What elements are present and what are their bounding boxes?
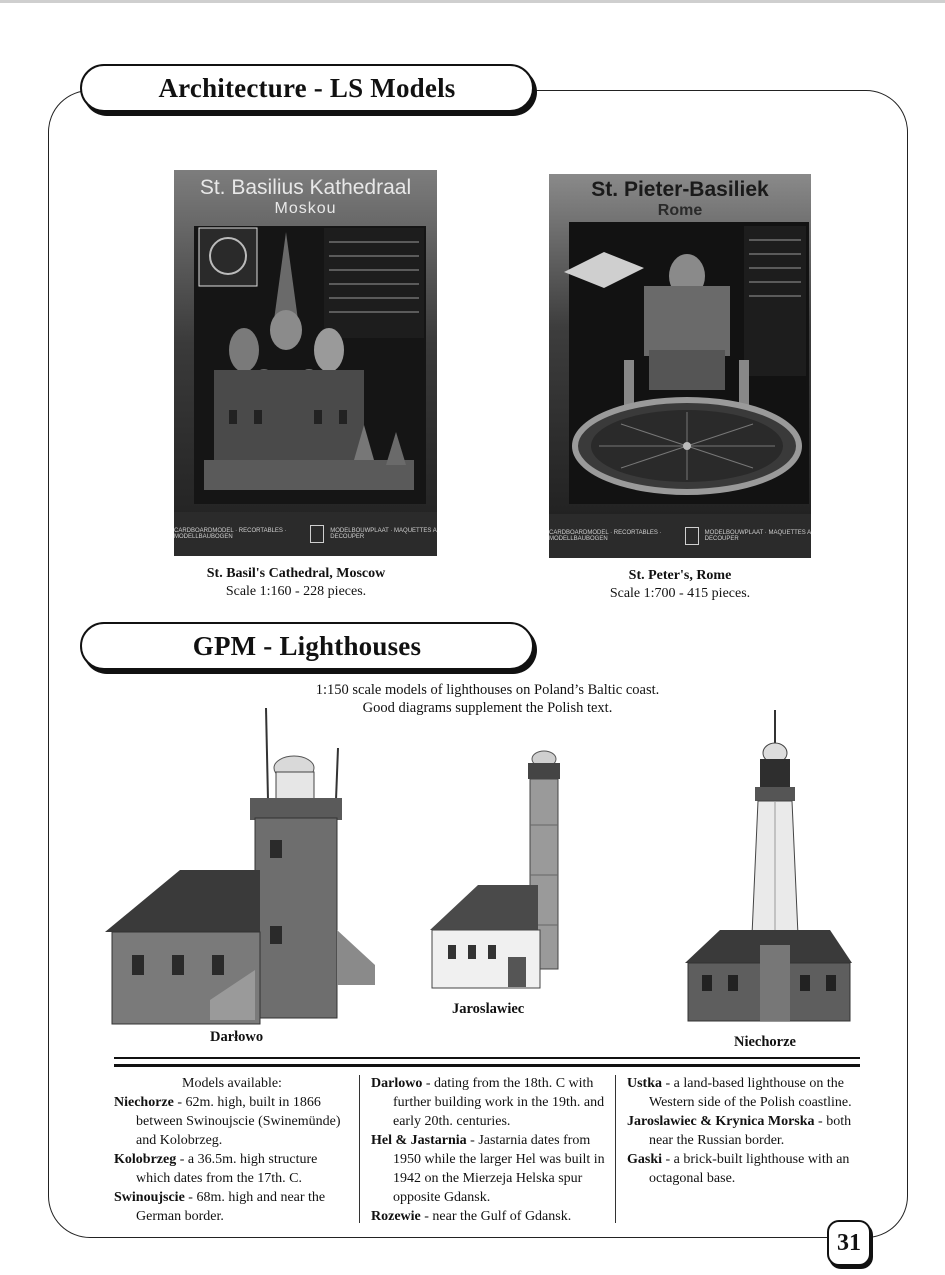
- darlowo-lighthouse-model: [100, 700, 390, 1030]
- list-item-name: Rozewie: [371, 1209, 421, 1224]
- architecture-section-title: Architecture - LS Models: [80, 64, 534, 112]
- list-item-name: Gaski: [627, 1152, 663, 1167]
- st-basil-scale: Scale 1:160 - 228 pieces.: [225, 584, 367, 599]
- jaroslawiec-lighthouse-model: [420, 745, 570, 995]
- list-item-name: Hel & Jastarnia: [371, 1133, 467, 1148]
- models-list-column-3: [627, 1074, 863, 1188]
- darlowo-label: Darłowo: [210, 1029, 264, 1045]
- column-separator: [359, 1075, 360, 1223]
- list-item-text: - Jastarnia dates from 1950 while the larger Hel was built in 1942 on the Mierzeja Helska spur opposite Gdansk.: [393, 1133, 605, 1205]
- st-peter-cover-footer: CARDBOARDMODEL · RECORTABLES · MODELLBAUBOGEN MODELBOUWPLAAT · MAQUETTES A DECOUPER: [549, 514, 811, 558]
- lighthouses-section-title: GPM - Lighthouses: [80, 622, 534, 670]
- divider-rule-top: [114, 1057, 860, 1059]
- list-item-text: - 62m. high, built in 1866 between Swinoujscie (Swinemünde) and Kolobrzeg.: [136, 1095, 341, 1148]
- list-item: [627, 1112, 863, 1150]
- models-list-column-1: [114, 1074, 350, 1226]
- list-item-text: - 68m. high and near the German border.: [136, 1190, 326, 1224]
- list-item: [371, 1207, 611, 1226]
- st-peter-basilica-illustration: [549, 174, 811, 558]
- list-item-name: Swinoujscie: [114, 1190, 185, 1205]
- st-peter-cover-title: St. Pieter-Basiliek: [591, 178, 769, 201]
- st-peter-scale: Scale 1:700 - 415 pieces.: [609, 586, 751, 601]
- list-item: [114, 1188, 350, 1226]
- list-item: [627, 1150, 863, 1188]
- intro-line-2: Good diagrams supplement the Polish text.: [362, 700, 613, 716]
- column-separator: [615, 1075, 616, 1223]
- list-item: [114, 1093, 350, 1150]
- page-number: 31: [827, 1220, 871, 1266]
- st-basil-cover-title: St. Basilius Kathedraal: [199, 176, 412, 199]
- list-item-text: - dating from the 18th. C with further building work in the 19th. and early 20th. centuries.: [393, 1076, 605, 1129]
- jaroslawiec-label: Jaroslawiec: [452, 1001, 525, 1017]
- list-item-text: - both near the Russian border.: [649, 1114, 852, 1148]
- st-basil-name: St. Basil's Cathedral, Moscow: [206, 566, 386, 581]
- divider-rule-bottom: [114, 1064, 860, 1067]
- st-basil-cover-footer: CARDBOARDMODEL · RECORTABLES · MODELLBAUBOGEN MODELBOUWPLAAT · MAQUETTES A DECOUPER: [174, 512, 437, 556]
- list-item-text: - near the Gulf of Gdansk.: [420, 1209, 572, 1224]
- niechorze-lighthouse-model: [680, 705, 860, 1025]
- st-peter-caption: [560, 567, 800, 603]
- list-item-text: - a brick-built lighthouse with an octagonal base.: [649, 1152, 850, 1186]
- list-item-name: Jaroslawiec & Krynica Morska: [627, 1114, 815, 1129]
- models-available-heading: Models available:: [182, 1076, 282, 1091]
- top-rule: [0, 0, 945, 3]
- models-list-column-2: [371, 1074, 611, 1226]
- niechorze-label: Niechorze: [734, 1034, 796, 1050]
- list-item-name: Niechorze: [114, 1095, 174, 1110]
- list-item: [114, 1150, 350, 1188]
- list-item: [371, 1131, 611, 1207]
- list-item-name: Ustka: [627, 1076, 663, 1091]
- list-item: [627, 1074, 863, 1112]
- intro-line-1: 1:150 scale models of lighthouses on Poland’s Baltic coast.: [315, 682, 660, 698]
- st-basil-cathedral-illustration: [174, 170, 437, 556]
- list-item: [371, 1074, 611, 1131]
- st-basil-cover-subtitle: Moskou: [274, 200, 337, 217]
- st-peter-box-cover: [549, 174, 811, 558]
- st-peter-name: St. Peter's, Rome: [628, 568, 732, 583]
- publisher-logo-icon: [310, 525, 324, 543]
- list-item-text: - a land-based lighthouse on the Western side of the Polish coastline.: [649, 1076, 852, 1110]
- list-item-name: Darlowo: [371, 1076, 423, 1091]
- list-item-text: - a 36.5m. high structure which dates from the 17th. C.: [136, 1152, 318, 1186]
- st-basil-caption: [160, 565, 432, 601]
- publisher-logo-icon: [685, 527, 699, 545]
- list-item-name: Kolobrzeg: [114, 1152, 177, 1167]
- st-peter-cover-subtitle: Rome: [657, 202, 703, 219]
- st-basil-box-cover: [174, 170, 437, 556]
